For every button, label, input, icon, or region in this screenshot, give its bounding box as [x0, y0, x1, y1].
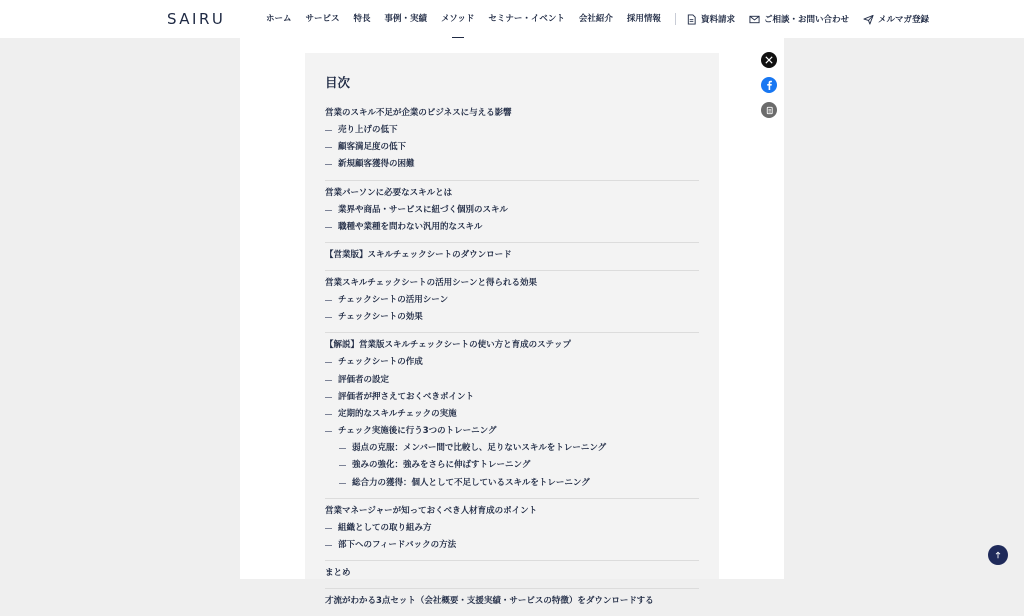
facebook-icon — [765, 80, 773, 90]
toc-subitem-link[interactable] — [325, 158, 699, 171]
toc-subsubitem-link[interactable] — [325, 459, 699, 472]
toc-section — [325, 333, 699, 499]
toc-subitem-link[interactable] — [325, 311, 699, 324]
mail-icon — [749, 14, 760, 25]
toc-subitem-link[interactable] — [325, 374, 699, 387]
toc-section — [325, 561, 699, 589]
toc-subitem-label: 評価者が押さえておくべきポイント — [338, 391, 475, 402]
toc-title: 目次 — [325, 75, 351, 90]
toc-heading-link[interactable]: まとめ — [325, 568, 351, 579]
copy-icon — [765, 106, 774, 115]
toc-heading-link[interactable]: 営業スキルチェックシートの活用シーンと得られる効果 — [325, 277, 537, 288]
dash-icon — [339, 483, 346, 484]
toc-subitem-link[interactable] — [325, 204, 699, 217]
dash-icon — [325, 397, 332, 398]
toc-section — [325, 107, 699, 181]
toc-subitem-label: 組織としての取り組み方 — [338, 522, 432, 533]
dash-icon — [325, 130, 332, 131]
toc-subitem-link[interactable] — [325, 539, 699, 552]
dash-icon — [325, 380, 332, 381]
nav-home[interactable]: ホーム — [266, 14, 292, 24]
nav-method[interactable]: メソッド — [441, 14, 475, 24]
toc-section — [325, 589, 699, 616]
site-logo[interactable]: SAIRU — [167, 10, 226, 28]
dash-icon — [325, 545, 332, 546]
toc-subitem-label: 部下へのフィードバックの方法 — [338, 540, 457, 550]
toc-heading-link[interactable]: 営業のスキル不足が企業のビジネスに与える影響 — [325, 108, 512, 118]
share-facebook-button[interactable] — [761, 77, 777, 93]
toc-heading-link[interactable]: 【営業版】スキルチェックシートのダウンロード — [325, 249, 512, 260]
toc-subitem-label: 顧客満足度の低下 — [338, 142, 407, 153]
toc-subitem-link[interactable] — [325, 141, 699, 154]
x-logo-icon — [765, 56, 773, 64]
dash-icon — [325, 528, 332, 529]
scroll-to-top-button[interactable] — [988, 545, 1008, 565]
newsletter-label: メルマガ登録 — [877, 15, 929, 25]
toc-subitem-link[interactable] — [325, 522, 699, 535]
newsletter-link[interactable] — [863, 13, 929, 25]
toc-section — [325, 243, 699, 271]
nav-service[interactable]: サービス — [305, 14, 340, 24]
request-materials-label: 資料請求 — [700, 15, 735, 25]
dash-icon — [325, 362, 332, 363]
site-header — [0, 0, 1024, 38]
copy-link-button[interactable] — [761, 102, 777, 118]
share-x-button[interactable] — [761, 52, 777, 68]
toc-subitem-label: チェック実施後に行う3つのトレーニング — [338, 426, 497, 437]
toc-heading-link[interactable]: 営業マネージャーが知っておくべき人材育成のポイント — [325, 505, 538, 516]
toc-subitem-link[interactable] — [325, 221, 699, 234]
toc-subitem-label: 新規顧客獲得の困難 — [338, 159, 415, 170]
toc-section — [325, 271, 699, 333]
contact-link[interactable] — [749, 13, 849, 25]
toc-subsubitem-link[interactable] — [325, 442, 699, 455]
request-materials-link[interactable] — [686, 13, 735, 25]
dash-icon — [339, 465, 346, 466]
toc-subitem-label: 定期的なスキルチェックの実施 — [338, 408, 457, 419]
nav-cases[interactable]: 事例・実績 — [384, 14, 428, 24]
toc-subsubitem-link[interactable] — [325, 477, 699, 490]
dash-icon — [325, 147, 332, 148]
document-icon — [686, 14, 697, 25]
arrow-up-icon — [994, 551, 1002, 559]
toc-subitem-label: 強みの強化：強みをさらに伸ばすトレーニング — [352, 460, 531, 471]
dash-icon — [325, 317, 332, 318]
dash-icon — [325, 414, 332, 415]
toc-subitem-label: 売り上げの低下 — [338, 125, 398, 135]
dash-icon — [325, 431, 332, 432]
toc-subitem-label: チェックシートの作成 — [338, 357, 423, 368]
dash-icon — [325, 227, 332, 228]
nav-company[interactable]: 会社紹介 — [578, 14, 613, 24]
toc-subitem-link[interactable] — [325, 124, 699, 137]
toc-subitem-label: 評価者の設定 — [338, 374, 390, 385]
toc-subitem-label: 弱点の克服：メンバー間で比較し、足りないスキルをトレーニング — [352, 443, 607, 454]
toc-subitem-label: チェックシートの効果 — [338, 312, 423, 323]
dash-icon — [325, 300, 332, 301]
global-nav — [266, 13, 943, 25]
toc-subitem-link[interactable] — [325, 425, 699, 438]
contact-label: ご相談・お問い合わせ — [763, 15, 849, 25]
toc-heading-link[interactable]: 営業パーソンに必要なスキルとは — [325, 187, 453, 198]
table-of-contents — [305, 53, 719, 607]
toc-subitem-link[interactable] — [325, 408, 699, 421]
toc-subitem-link[interactable] — [325, 356, 699, 369]
toc-heading-link[interactable]: 才流がわかる3点セット（会社概要・支援実績・サービスの特徴）をダウンロードする — [325, 596, 654, 607]
toc-section — [325, 181, 699, 243]
dash-icon — [325, 164, 332, 165]
dash-icon — [339, 448, 346, 449]
nav-seminar[interactable]: セミナー・イベント — [488, 14, 565, 24]
send-icon — [863, 14, 874, 25]
toc-subitem-label: 業界や商品・サービスに紐づく個別のスキル — [338, 204, 508, 215]
nav-recruit[interactable]: 採用情報 — [626, 14, 661, 24]
toc-subitem-label: チェックシートの活用シーン — [338, 294, 449, 305]
toc-subitem-label: 職種や業種を問わない汎用的なスキル — [338, 221, 483, 232]
toc-subitem-link[interactable] — [325, 294, 699, 307]
toc-subitem-label: 総合力の獲得：個人として不足しているスキルをトレーニング — [352, 477, 590, 488]
toc-section — [325, 499, 699, 561]
toc-heading-link[interactable]: 【解説】営業版スキルチェックシートの使い方と育成のステップ — [325, 340, 571, 351]
toc-subitem-link[interactable] — [325, 391, 699, 404]
nav-divider — [675, 13, 676, 25]
nav-features[interactable]: 特長 — [353, 14, 371, 24]
dash-icon — [325, 210, 332, 211]
